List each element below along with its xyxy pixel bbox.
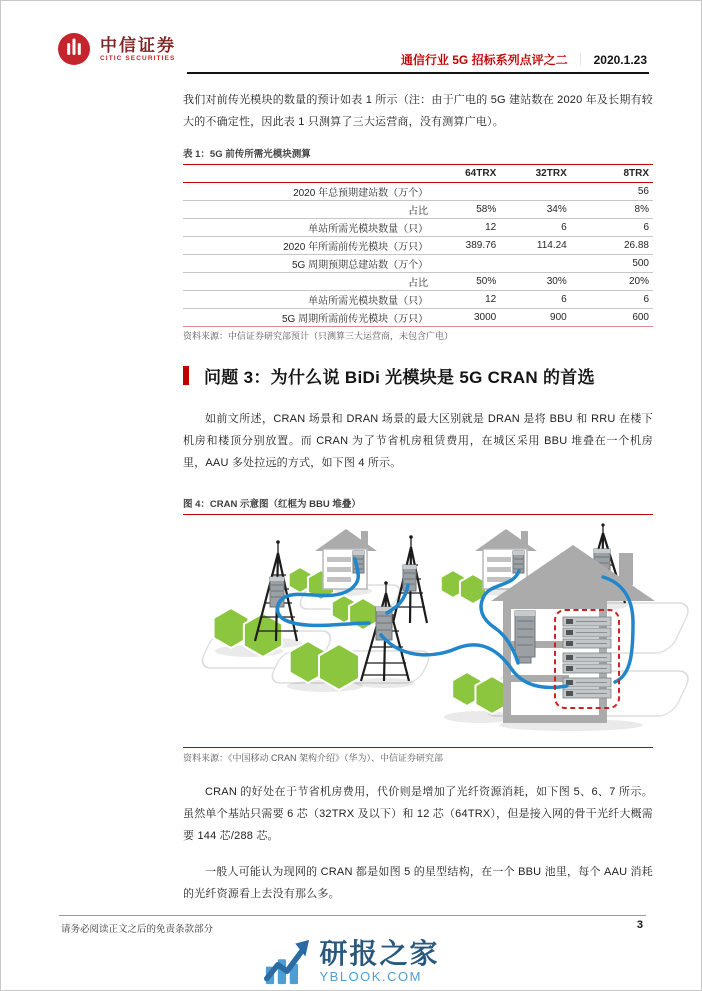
table-cell: 12 xyxy=(432,219,500,237)
table-cell: 3000 xyxy=(432,309,500,327)
table-row xyxy=(183,201,653,219)
table1 xyxy=(183,165,653,327)
heading-red-bar xyxy=(183,366,189,385)
table1-source: 资料来源：中信证券研究部预计（只测算三大运营商，未包含广电） xyxy=(183,331,454,341)
cell-tower-icon xyxy=(393,535,427,623)
page-number: 3 xyxy=(636,919,643,931)
table-cell: 6 xyxy=(571,219,653,237)
table-cell xyxy=(432,183,500,201)
table-cell: 20% xyxy=(571,273,653,291)
table-cell: 389.76 xyxy=(432,237,500,255)
disclaimer-note: 请务必阅读正文之后的免责条款部分 xyxy=(61,924,214,935)
table-cell: 2020 年所需前传光模块（万只） xyxy=(183,237,432,255)
table-cell xyxy=(432,255,500,273)
table-cell: 2020 年总预期建站数（万个） xyxy=(183,183,432,201)
bbu-stack xyxy=(563,617,611,698)
table-cell: 6 xyxy=(500,219,571,237)
table-cell: 5G 周期预期总建站数（万个） xyxy=(183,255,432,273)
table-cell xyxy=(500,255,571,273)
brand-name-en: CITIC SECURITIES xyxy=(100,54,176,62)
table-cell: 50% xyxy=(432,273,500,291)
table-cell: 500 xyxy=(571,255,653,273)
report-body xyxy=(183,89,653,905)
watermark-name: 研报之家 xyxy=(319,938,440,969)
intro-paragraph: 我们对前传光模块的数量的预计如表 1 所示（注：由于广电的 5G 建站数在 2020 年及长期有较大的不确定性，因此表 1 只测算了三大运营商，没有测算广电）。 xyxy=(183,94,653,128)
footer-rule xyxy=(59,915,646,916)
watermark-domain: YBLOOK.COM xyxy=(319,969,422,984)
table-cell: 34% xyxy=(500,201,571,219)
table-cell: 占比 xyxy=(183,273,432,291)
body-paragraph: 如前文所述，CRAN 场景和 DRAN 场景的最大区别就是 DRAN 是将 BBU 和 RRU 在楼下机房和楼顶分别放置。而 CRAN 为了节省机房租赁费用，在城区采用 BBU 堆叠在一个机房里，AAU 多处拉远的方式，如下图 4 所示。 xyxy=(183,413,653,469)
table-cell: 114.24 xyxy=(500,237,571,255)
brand-name-cn: 中信证券 xyxy=(100,35,176,55)
table-cell: 占比 xyxy=(183,201,432,219)
section-heading xyxy=(183,363,653,388)
citic-emblem-icon xyxy=(55,30,93,68)
citic-logo xyxy=(55,30,176,68)
figure4-source: 资料来源：《中国移动 CRAN 架构介绍》（华为）、中信证券研究部 xyxy=(183,747,653,764)
table-row xyxy=(183,291,653,309)
header-separator: ｜ xyxy=(574,53,587,67)
table-row xyxy=(183,237,653,255)
table-cell: 56 xyxy=(571,183,653,201)
table-cell: 12 xyxy=(432,291,500,309)
table-cell xyxy=(500,183,571,201)
table-cell: 600 xyxy=(571,309,653,327)
hexagon-cell-icon xyxy=(319,644,359,690)
table-cell: 6 xyxy=(571,291,653,309)
table-cell xyxy=(183,165,432,183)
table-row xyxy=(183,309,653,327)
table-cell: 58% xyxy=(432,201,500,219)
table-cell: 32TRX xyxy=(500,165,571,183)
cran-diagram xyxy=(183,523,693,738)
table-cell: 6 xyxy=(500,291,571,309)
table-row xyxy=(183,183,653,201)
body-paragraph: CRAN 的好处在于节省机房费用，代价则是增加了光纤资源消耗，如下图 5、6、7 所示。虽然单个基站只需要 6 芯（32TRX 及以下）和 12 芯（64TRX），但是接入网的骨干光纤大概需要 144 芯/288 芯。 xyxy=(183,786,653,842)
table-cell: 8% xyxy=(571,201,653,219)
body-paragraph: 一般人可能认为现网的 CRAN 都是如图 5 的星型结构，在一个 BBU 池里，每个 AAU 消耗的光纤资源看上去没有那么多。 xyxy=(183,866,653,900)
report-series-title: 通信行业 5G 招标系列点评之二 xyxy=(400,53,568,67)
figure4-caption: 图 4：CRAN 示意图（红框为 BBU 堆叠） xyxy=(183,496,653,515)
table-row xyxy=(183,255,653,273)
table-cell: 26.88 xyxy=(571,237,653,255)
table-cell: 5G 周期所需前传光模块（万只） xyxy=(183,309,432,327)
table-cell: 8TRX xyxy=(571,165,653,183)
report-header xyxy=(401,51,647,68)
table-row xyxy=(183,273,653,291)
table-row xyxy=(183,219,653,237)
table1-caption: 表 1：5G 前传所需光模块测算 xyxy=(183,146,653,165)
table-cell: 30% xyxy=(500,273,571,291)
table-header-row xyxy=(183,165,653,183)
report-date: 2020.1.23 xyxy=(593,53,647,67)
table1-block xyxy=(183,146,653,342)
section-heading-text: 问题 3：为什么说 BiDi 光模块是 5G CRAN 的首选 xyxy=(204,368,595,387)
table-cell: 单站所需光模块数量（只） xyxy=(183,219,432,237)
watermark-chart-icon xyxy=(264,937,310,987)
table-cell: 64TRX xyxy=(432,165,500,183)
table-cell: 单站所需光模块数量（只） xyxy=(183,291,432,309)
header-rule xyxy=(187,72,649,74)
watermark xyxy=(1,937,702,987)
table-cell: 900 xyxy=(500,309,571,327)
small-house-icon xyxy=(315,529,377,589)
